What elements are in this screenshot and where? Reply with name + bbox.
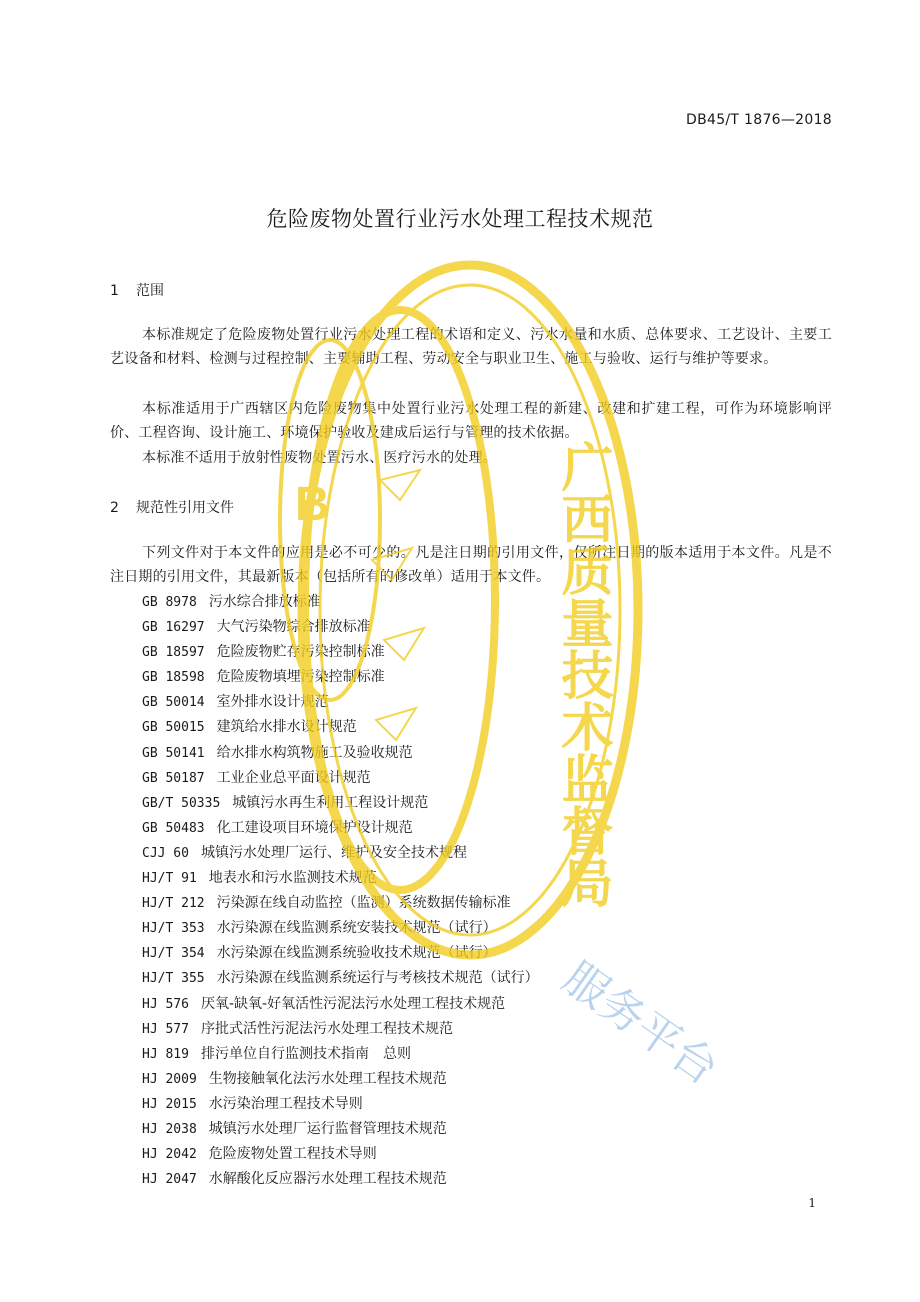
reference-item [142,665,539,690]
reference-code: HJ 819 [142,1046,189,1062]
reference-code: HJ/T 355 [142,971,205,987]
reference-name: 污染源在线自动监控（监测）系统数据传输标准 [216,895,511,912]
reference-name: 序批式活性污泥法污水处理工程技术规范 [200,1020,453,1037]
reference-name: 污水综合排放标准 [208,594,321,610]
section-title: 范围 [136,283,164,299]
reference-name: 排污单位自行监测技术指南 总则 [200,1045,411,1062]
reference-name: 城镇污水处理厂运行监督管理技术规范 [208,1120,447,1137]
reference-name: 生物接触氧化法污水处理工程技术规范 [208,1070,447,1087]
section-number: 2 [110,500,119,516]
reference-item [142,841,539,866]
reference-name: 室外排水设计规范 [216,694,329,711]
section-2-heading [110,497,234,517]
reference-item [142,590,539,615]
reference-name: 危险废物填埋污染控制标准 [216,669,385,686]
reference-code: HJ 2015 [142,1096,197,1112]
reference-name: 水污染源在线监测系统验收技术规范（试行） [216,945,497,962]
reference-code: HJ/T 212 [142,896,205,912]
scope-paragraph: 本标准规定了危险废物处置行业污水处理工程的术语和定义、污水水量和水质、总体要求、工艺设计、主要工艺设备和材料、检测与过程控制、主要辅助工程、劳动安全与职业卫生、施工与验收、运行与维护等要求。 [110,327,832,367]
platform-lettering: 服务平台 [554,953,727,1095]
reference-item [142,715,539,740]
reference-item [142,992,539,1017]
reference-item [142,690,539,715]
reference-item [142,891,539,916]
reference-name: 城镇污水处理厂运行、维护及安全技术规程 [200,844,467,861]
reference-code: GB 18597 [142,645,205,661]
reference-code: GB 18598 [142,670,205,686]
section-title: 规范性引用文件 [136,500,234,516]
reference-item [142,741,539,766]
reference-code: HJ/T 353 [142,921,205,937]
reference-code: GB 50015 [142,720,205,736]
reference-item [142,1067,539,1092]
reference-code: HJ/T 354 [142,946,205,962]
reference-code: GB 50014 [142,695,205,711]
reference-code: HJ 576 [142,996,189,1012]
reference-name: 危险废物处置工程技术导则 [208,1146,377,1163]
scope-paragraph: 本标准适用于广西辖区内危险废物集中处置行业污水处理工程的新建、改建和扩建工程，可作为环境影响评价、工程咨询、设计施工、环境保护验收及建成后运行与管理的技术依据。 [110,401,832,441]
reference-item [142,1117,539,1142]
reference-name: 水污染源在线监测系统安装技术规范（试行） [216,920,497,937]
reference-code: GB 50141 [142,745,205,761]
section-number: 1 [110,283,119,299]
reference-name: 水解酸化反应器污水处理工程技术规范 [208,1171,447,1188]
section-1-heading [110,280,164,300]
reference-code: HJ 2042 [142,1147,197,1163]
document-title: 危险废物处置行业污水处理工程技术规范 [266,207,654,231]
document-code: DB45/T 1876—2018 [686,112,832,128]
reference-item [142,615,539,640]
reference-name: 大气污染物综合排放标准 [216,619,371,636]
reference-item [142,1017,539,1042]
reference-item [142,866,539,891]
reference-name: 化工建设项目环境保护设计规范 [216,819,413,836]
reference-code: HJ/T 91 [142,871,197,887]
reference-item [142,816,539,841]
reference-item [142,966,539,991]
reference-item [142,941,539,966]
reference-code: GB 50187 [142,770,205,786]
seal-lettering: 广西质量技术监督局 [553,440,611,908]
reference-code: HJ 2047 [142,1172,197,1188]
scope-paragraph: 本标准不适用于放射性废物处置污水、医疗污水的处理。 [142,450,497,466]
reference-list [142,590,539,1192]
reference-item [142,640,539,665]
platform-watermark [554,953,726,1094]
reference-name: 建筑给水排水设计规范 [216,719,357,736]
seal-letter-mark: B [295,478,330,531]
reference-code: HJ 2009 [142,1071,197,1087]
reference-name: 厌氧-缺氧-好氧活性污泥法污水处理工程技术规范 [200,995,506,1012]
reference-item [142,1142,539,1167]
reference-name: 给水排水构筑物施工及验收规范 [216,744,413,761]
reference-name: 危险废物贮存污染控制标准 [216,644,385,661]
reference-item [142,1092,539,1117]
reference-item [142,766,539,791]
reference-name: 水污染源在线监测系统运行与考核技术规范（试行） [216,970,539,987]
reference-code: HJ 2038 [142,1121,197,1137]
reference-code: HJ 577 [142,1021,189,1037]
reference-code: GB/T 50335 [142,795,221,811]
reference-name: 地表水和污水监测技术规范 [208,870,377,887]
references-intro: 下列文件对于本文件的应用是必不可少的。凡是注日期的引用文件，仅所注日期的版本适用于本文件。凡是不注日期的引用文件，其最新版本（包括所有的修改单）适用于本文件。 [110,545,832,585]
reference-item [142,791,539,816]
reference-name: 水污染治理工程技术导则 [208,1095,363,1112]
reference-item [142,1042,539,1067]
reference-code: GB 8978 [142,595,197,610]
reference-item [142,916,539,941]
page-number: 1 [808,1196,816,1210]
reference-code: CJJ 60 [142,845,189,861]
reference-code: GB 16297 [142,620,205,636]
reference-name: 城镇污水再生利用工程设计规范 [232,794,429,811]
reference-code: GB 50483 [142,820,205,836]
reference-item [142,1167,539,1192]
reference-name: 工业企业总平面设计规范 [216,769,371,786]
